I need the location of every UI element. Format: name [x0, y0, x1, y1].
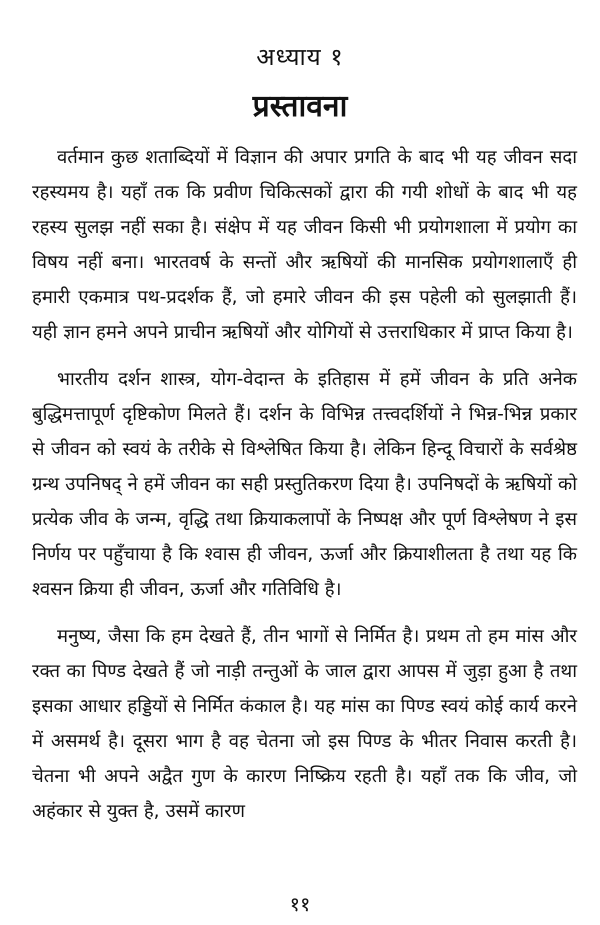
chapter-title: प्रस्तावना — [252, 89, 348, 124]
paragraph-3: मनुष्य, जैसा कि हम देखते हैं, तीन भागों से निर्मित है। प्रथम तो हम मांस और रक्त का पिण्ड देखते हैं जो नाड़ी तन्तुओं के जाल द्वारा आपस में जुड़ा हुआ है तथा इसका आधार हड्डियों से निर्मित कंकाल है। यह मांस का पिण्ड स्वयं कोई कार्य करने में असमर्थ है। दूसरा भाग है वह चेतना जो इस पिण्ड के भीतर निवास करती है। चेतना भी अपने अद्वैत गुण के कारण निष्क्रिय रहती है। यहाँ तक कि जीव, जो अहंकार से युक्त है, उसमें कारण — [32, 626, 577, 822]
body-text — [32, 140, 577, 841]
page-number: ११ — [289, 892, 311, 916]
paragraph-1: वर्तमान कुछ शताब्दियों में विज्ञान की अपार प्रगति के बाद भी यह जीवन सदा रहस्यमय है। यहाँ तक कि प्रवीण चिकित्सकों द्वारा की गयी शोधों के बाद भी यह रहस्य सुलझ नहीं सका है। संक्षेप में यह जीवन किसी भी प्रयोगशाला में प्रयोग का विषय नहीं बना। भारतवर्ष के सन्तों और ऋषियों की मानसिक प्रयोगशालाएँ ही हमारी एकमात्र पथ-प्रदर्शक हैं, जो हमारे जीवन की इस पहेली को सुलझाती हैं। यही ज्ञान हमने अपने प्राचीन ऋषियों और योगियों से उत्तराधिकार में प्राप्त किया है। — [32, 147, 577, 343]
paragraph-2: भारतीय दर्शन शास्त्र, योग-वेदान्त के इतिहास में हमें जीवन के प्रति अनेक बुद्धिमत्तापूर्ण दृष्टिकोण मिलते हैं। दर्शन के विभिन्न तत्त्वदर्शियों ने भिन्न-भिन्न प्रकार से जीवन को स्वयं के तरीके से विश्लेषित किया है। लेकिन हिन्दू विचारों के सर्वश्रेष्ठ ग्रन्थ उपनिषद् ने हमें जीवन का सही प्रस्तुतिकरण दिया है। उपनिषदों के ऋषियों को प्रत्येक जीव के जन्म, वृद्धि तथा क्रियाकलापों के निष्पक्ष और पूर्ण विश्लेषण ने इस निर्णय पर पहुँचाया है कि श्वास ही जीवन, ऊर्जा और क्रियाशीलता है तथा यह कि श्वसन क्रिया ही जीवन, ऊर्जा और गतिविधि है। — [32, 369, 577, 600]
chapter-label: अध्याय १ — [256, 43, 344, 71]
